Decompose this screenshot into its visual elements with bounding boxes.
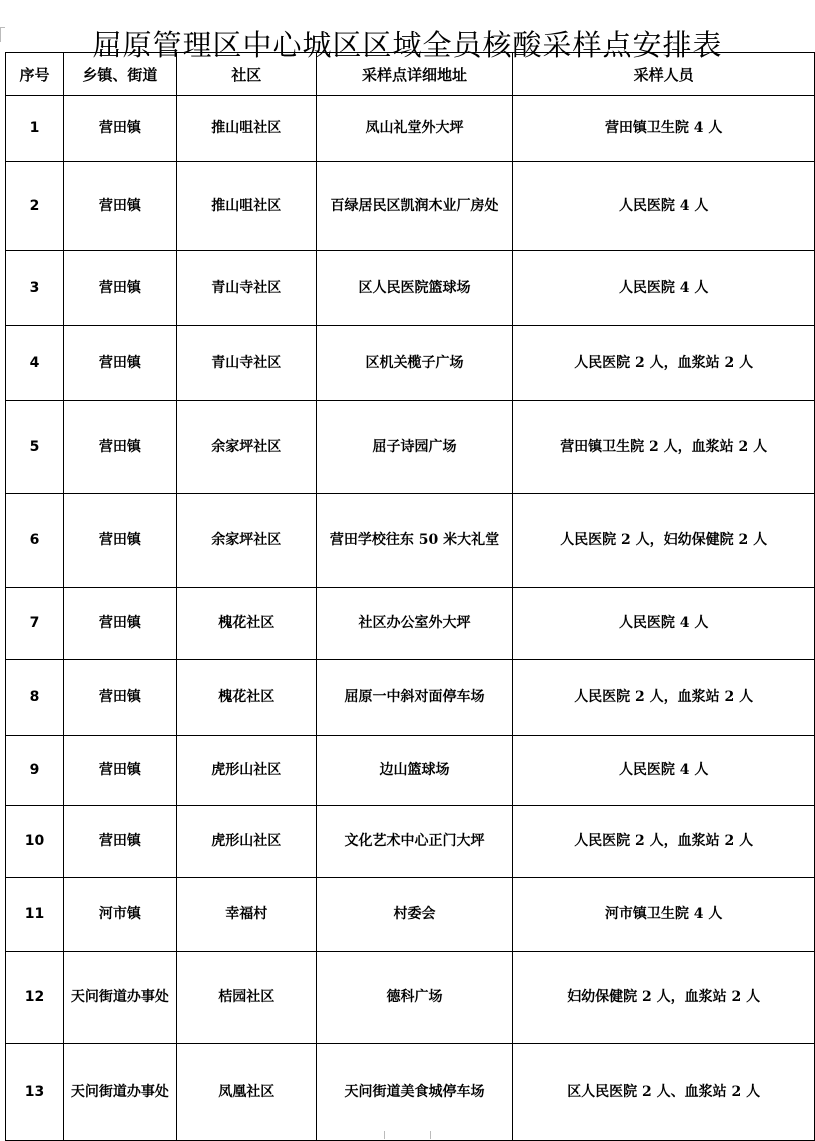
table-row [6, 162, 815, 251]
header-staff: 采样人员 [513, 53, 815, 96]
cell-community: 幸福村 [176, 878, 316, 952]
cell-address: 天问街道美食城停车场 [316, 1044, 513, 1141]
cell-address: 德科广场 [316, 952, 513, 1044]
cell-town: 营田镇 [63, 401, 176, 494]
cell-town: 营田镇 [63, 806, 176, 878]
cell-staff: 人民医院 2 人，血浆站 2 人 [513, 660, 815, 736]
table-row [6, 401, 815, 494]
cell-no: 10 [6, 806, 64, 878]
cell-town: 营田镇 [63, 588, 176, 660]
table-row [6, 588, 815, 660]
cell-no: 8 [6, 660, 64, 736]
table-row [6, 878, 815, 952]
cell-address: 村委会 [316, 878, 513, 952]
cell-town: 营田镇 [63, 251, 176, 326]
page-title: 屈原管理区中心城区区域全员核酸采样点安排表 [92, 28, 723, 63]
cell-town: 营田镇 [63, 326, 176, 401]
cell-town: 营田镇 [63, 736, 176, 806]
cell-community: 推山咀社区 [176, 162, 316, 251]
cell-staff: 人民医院 4 人 [513, 736, 815, 806]
cell-community: 虎形山社区 [176, 806, 316, 878]
cell-no: 12 [6, 952, 64, 1044]
schedule-table [5, 52, 815, 1141]
cell-no: 1 [6, 96, 64, 162]
cell-no: 11 [6, 878, 64, 952]
cell-community: 虎形山社区 [176, 736, 316, 806]
cell-staff: 河市镇卫生院 4 人 [513, 878, 815, 952]
table-row [6, 660, 815, 736]
cell-no: 3 [6, 251, 64, 326]
cell-community: 余家坪社区 [176, 401, 316, 494]
footer-tick-right [430, 1131, 431, 1139]
cell-address: 屈原一中斜对面停车场 [316, 660, 513, 736]
cell-community: 余家坪社区 [176, 494, 316, 588]
header-no: 序号 [6, 53, 64, 96]
table-row [6, 736, 815, 806]
cell-address: 区机关榄子广场 [316, 326, 513, 401]
cell-staff: 人民医院 2 人，妇幼保健院 2 人 [513, 494, 815, 588]
cell-town: 营田镇 [63, 660, 176, 736]
cell-town: 营田镇 [63, 494, 176, 588]
cell-community: 槐花社区 [176, 588, 316, 660]
table-row [6, 806, 815, 878]
cell-address: 营田学校往东 50 米大礼堂 [316, 494, 513, 588]
footer-tick-left [384, 1131, 385, 1139]
cell-address: 文化艺术中心正门大坪 [316, 806, 513, 878]
cell-no: 2 [6, 162, 64, 251]
cell-community: 桔园社区 [176, 952, 316, 1044]
cell-no: 7 [6, 588, 64, 660]
table-row [6, 952, 815, 1044]
table-row [6, 326, 815, 401]
cell-community: 青山寺社区 [176, 326, 316, 401]
cell-community: 青山寺社区 [176, 251, 316, 326]
cell-address: 百绿居民区凯润木业厂房处 [316, 162, 513, 251]
table-header-row [6, 53, 815, 96]
cell-address: 区人民医院篮球场 [316, 251, 513, 326]
cell-staff: 人民医院 4 人 [513, 251, 815, 326]
table-row [6, 251, 815, 326]
cell-no: 5 [6, 401, 64, 494]
table-row [6, 494, 815, 588]
cell-address: 屈子诗园广场 [316, 401, 513, 494]
cell-community: 槐花社区 [176, 660, 316, 736]
cell-town: 营田镇 [63, 162, 176, 251]
cell-no: 4 [6, 326, 64, 401]
cell-town: 河市镇 [63, 878, 176, 952]
header-community: 社区 [176, 53, 316, 96]
cell-address: 边山篮球场 [316, 736, 513, 806]
cell-address: 凤山礼堂外大坪 [316, 96, 513, 162]
header-address: 采样点详细地址 [316, 53, 513, 96]
cell-no: 6 [6, 494, 64, 588]
cell-town: 天问街道办事处 [63, 1044, 176, 1141]
table-row [6, 96, 815, 162]
cell-address: 社区办公室外大坪 [316, 588, 513, 660]
cell-staff: 妇幼保健院 2 人，血浆站 2 人 [513, 952, 815, 1044]
cell-town: 营田镇 [63, 96, 176, 162]
cell-no: 9 [6, 736, 64, 806]
cell-community: 推山咀社区 [176, 96, 316, 162]
cell-no: 13 [6, 1044, 64, 1141]
cell-staff: 营田镇卫生院 2 人，血浆站 2 人 [513, 401, 815, 494]
cell-staff: 人民医院 2 人，血浆站 2 人 [513, 806, 815, 878]
cell-staff: 人民医院 4 人 [513, 162, 815, 251]
cell-community: 凤凰社区 [176, 1044, 316, 1141]
header-town: 乡镇、街道 [63, 53, 176, 96]
cell-town: 天问街道办事处 [63, 952, 176, 1044]
table-row [6, 1044, 815, 1141]
cell-staff: 人民医院 4 人 [513, 588, 815, 660]
cell-staff: 人民医院 2 人，血浆站 2 人 [513, 326, 815, 401]
cell-staff: 营田镇卫生院 4 人 [513, 96, 815, 162]
cell-staff: 区人民医院 2 人、血浆站 2 人 [513, 1044, 815, 1141]
